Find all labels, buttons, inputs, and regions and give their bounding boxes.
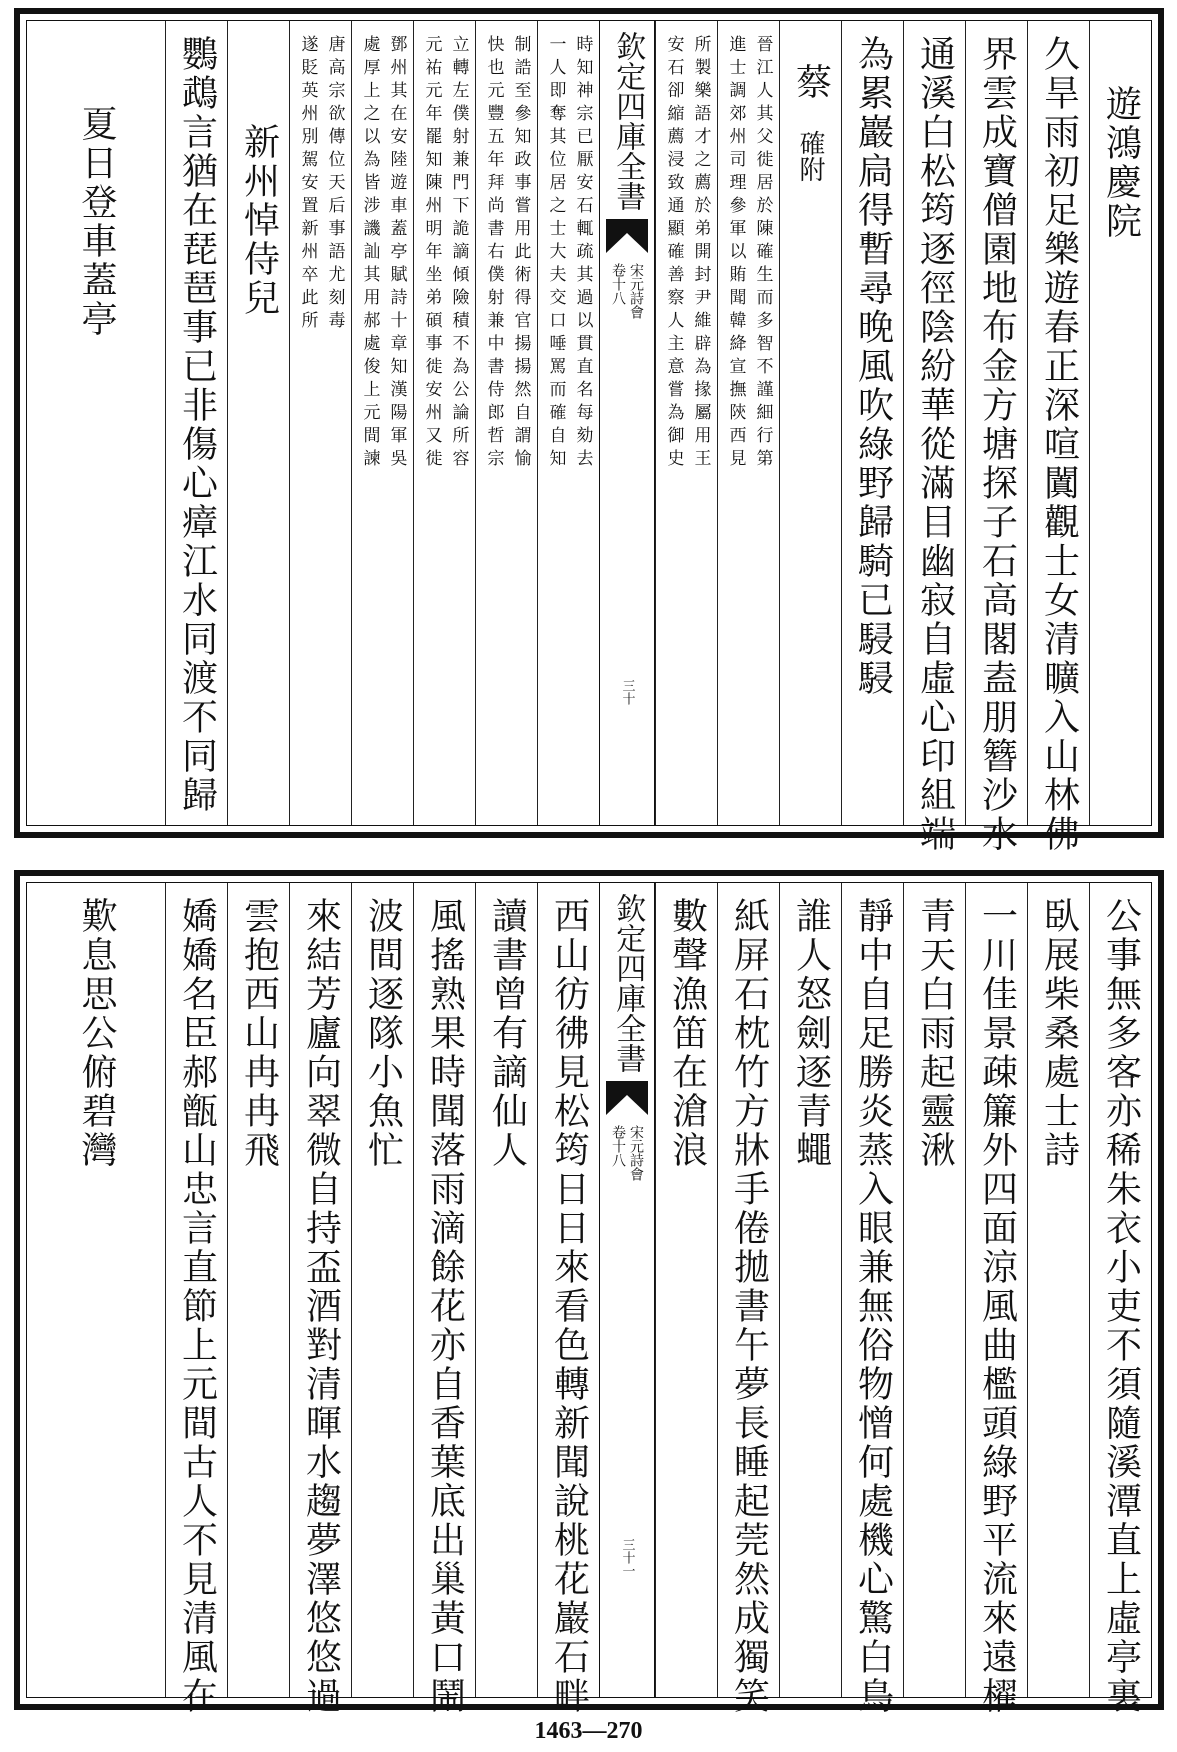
center-fold <box>599 21 655 825</box>
poem-text: 嬌嬌名臣郝甑山忠言直節上元間古人不見清風在 <box>176 897 218 1716</box>
volume-info <box>611 263 643 319</box>
poem-line <box>289 883 351 1716</box>
annotation-column <box>351 21 413 825</box>
annotation-text: 進士調郊州司理參軍以賄聞韓絳宣撫陝西見 <box>725 35 746 472</box>
bottom-page-columns <box>26 882 1152 1716</box>
annotation-text: 處厚上之以為皆涉譏訕其用郝處俊上元間諫 <box>359 35 380 472</box>
poem-line <box>903 21 965 854</box>
poem-text: 波間逐隊小魚忙 <box>362 897 404 1170</box>
poem-line <box>841 21 903 825</box>
poem-text: 數聲漁笛在滄浪 <box>666 897 708 1170</box>
poem-line <box>965 883 1027 1716</box>
poem-text: 歎息思公俯碧灣 <box>76 897 117 1170</box>
poem-line <box>903 883 965 1697</box>
annotation-column <box>537 21 599 825</box>
poem-line <box>165 883 227 1716</box>
annotation-text: 快也元豐五年拜尚書右僕射兼中書侍郎哲宗 <box>483 35 504 472</box>
annotation-text: 制誥至參知政事嘗用此術得官揚揚然自謂愉 <box>510 35 531 472</box>
annotation-text: 鄧州其在安陸遊車蓋亭賦詩十章知漢陽軍吳 <box>386 35 407 472</box>
poem-title: 新州悼侍兒 <box>238 123 280 318</box>
poem-line <box>717 883 779 1716</box>
poem-text: 久旱雨初足樂遊春正深喧闐觀士女清曠入山林佛 <box>1038 35 1080 854</box>
poem-line <box>655 883 717 1697</box>
poem-text: 通溪白松筠逐徑陰紛華從滿目幽寂自虛心印組端 <box>914 35 956 854</box>
page-number: 三十 <box>619 679 635 705</box>
poem-text: 紙屏石枕竹方牀手倦拋書午夢長睡起莞然成獨笑 <box>728 897 770 1716</box>
poem-line <box>841 883 903 1716</box>
bottom-page <box>14 870 1164 1716</box>
poem-title-column <box>227 21 289 825</box>
annotation-text: 遂貶英州別駕安置新州卒此所 <box>297 35 318 334</box>
poem-title-column <box>27 21 165 825</box>
poem-text: 西山彷彿見松筠日日來看色轉新聞說桃花巖石畔 <box>548 897 590 1716</box>
poem-title-column <box>1089 21 1151 825</box>
poem-line <box>537 883 599 1716</box>
poem-text: 雲抱西山冉冉飛 <box>238 897 280 1170</box>
annotation-text: 唐高宗欲傳位天后事語尤刻毒 <box>324 35 345 334</box>
poem-line <box>779 883 841 1697</box>
volume-number: 卷十八 <box>610 263 626 305</box>
poem-line <box>165 21 227 825</box>
poem-line <box>965 21 1027 854</box>
author-column <box>779 21 841 825</box>
page-number: 三十一 <box>619 1538 635 1577</box>
poem-title: 遊鴻慶院 <box>1100 85 1142 241</box>
poem-text: 一川佳景疎簾外四面涼風曲檻頭綠野平流來遠櫂 <box>976 897 1018 1716</box>
poem-text: 公事無多客亦稀朱衣小吏不須隨溪潭直上虛亭裏 <box>1100 897 1142 1716</box>
poem-text: 青天白雨起靈湫 <box>914 897 956 1170</box>
catalog-number: 1463—270 <box>534 1718 643 1744</box>
author-name: 蔡 <box>790 63 832 102</box>
top-page <box>14 8 1164 854</box>
poem-line <box>475 883 537 1697</box>
poem-text: 風搖熟果時聞落雨滴餘花亦自香葉底出巢黃口鬧 <box>424 897 466 1716</box>
annotation-column <box>655 21 717 825</box>
poem-line <box>351 883 413 1697</box>
poem-text: 鸚鵡言猶在琵琶事已非傷心瘴江水同渡不同歸 <box>176 35 218 815</box>
volume-info <box>611 1125 643 1181</box>
poem-text: 臥展柴桑處士詩 <box>1038 897 1080 1170</box>
center-fold <box>599 883 655 1697</box>
poem-text: 誰人怒劍逐青蠅 <box>790 897 832 1170</box>
top-page-columns <box>26 20 1152 854</box>
poem-text: 靜中自足勝炎蒸入眼兼無俗物憎何處機心驚白鳥 <box>852 897 894 1716</box>
volume-number: 卷十八 <box>610 1125 626 1167</box>
poem-line <box>413 883 475 1716</box>
annotation-column <box>717 21 779 825</box>
annotation-text: 元祐元年罷知陳州明年坐弟碩事徙安州又徙 <box>421 35 442 472</box>
collection-name: 宋元詩會 <box>628 263 644 319</box>
annotation-column <box>413 21 475 825</box>
annotation-column <box>475 21 537 825</box>
poem-text: 為累巖扃得暫尋晚風吹綠野歸騎已駸駸 <box>852 35 894 698</box>
annotation-text: 安石卻縮薦浸致通顯確善察人主意嘗為御史 <box>663 35 684 472</box>
book-title: 欽定四庫全書 <box>610 31 646 211</box>
fishtail-mark-icon <box>606 219 648 253</box>
poem-line <box>227 883 289 1697</box>
poem-line <box>1027 883 1089 1697</box>
poem-line <box>27 883 165 1697</box>
poem-text: 來結芳廬向翠微自持盃酒對清暉水趨夢澤悠悠過 <box>300 897 342 1716</box>
annotation-column <box>289 21 351 825</box>
fishtail-mark-icon <box>606 1081 648 1115</box>
author-note: 確附 <box>795 130 825 182</box>
collection-name: 宋元詩會 <box>628 1125 644 1181</box>
annotation-text: 立轉左僕射兼門下詭謫傾險積不為公論所容 <box>448 35 469 472</box>
annotation-text: 時知神宗已厭安石輒疏其過以貫直名每劾去 <box>572 35 593 472</box>
annotation-text: 一人即奪其位居之士大夫交口唾罵而確自知 <box>545 35 566 472</box>
poem-line <box>1027 21 1089 854</box>
poem-text: 界雲成寶僧園地布金方塘探子石高閣盍朋簪沙水 <box>976 35 1018 854</box>
annotation-text: 所製樂語才之薦於弟開封尹維辟為掾屬用王 <box>690 35 711 472</box>
book-title: 欽定四庫全書 <box>610 893 646 1073</box>
poem-line <box>1089 883 1151 1716</box>
annotation-text: 晉江人其父徙居於陳確生而多智不謹細行第 <box>752 35 773 472</box>
poem-text: 讀書曾有謫仙人 <box>486 897 528 1170</box>
poem-title: 夏日登車蓋亭 <box>76 105 117 339</box>
